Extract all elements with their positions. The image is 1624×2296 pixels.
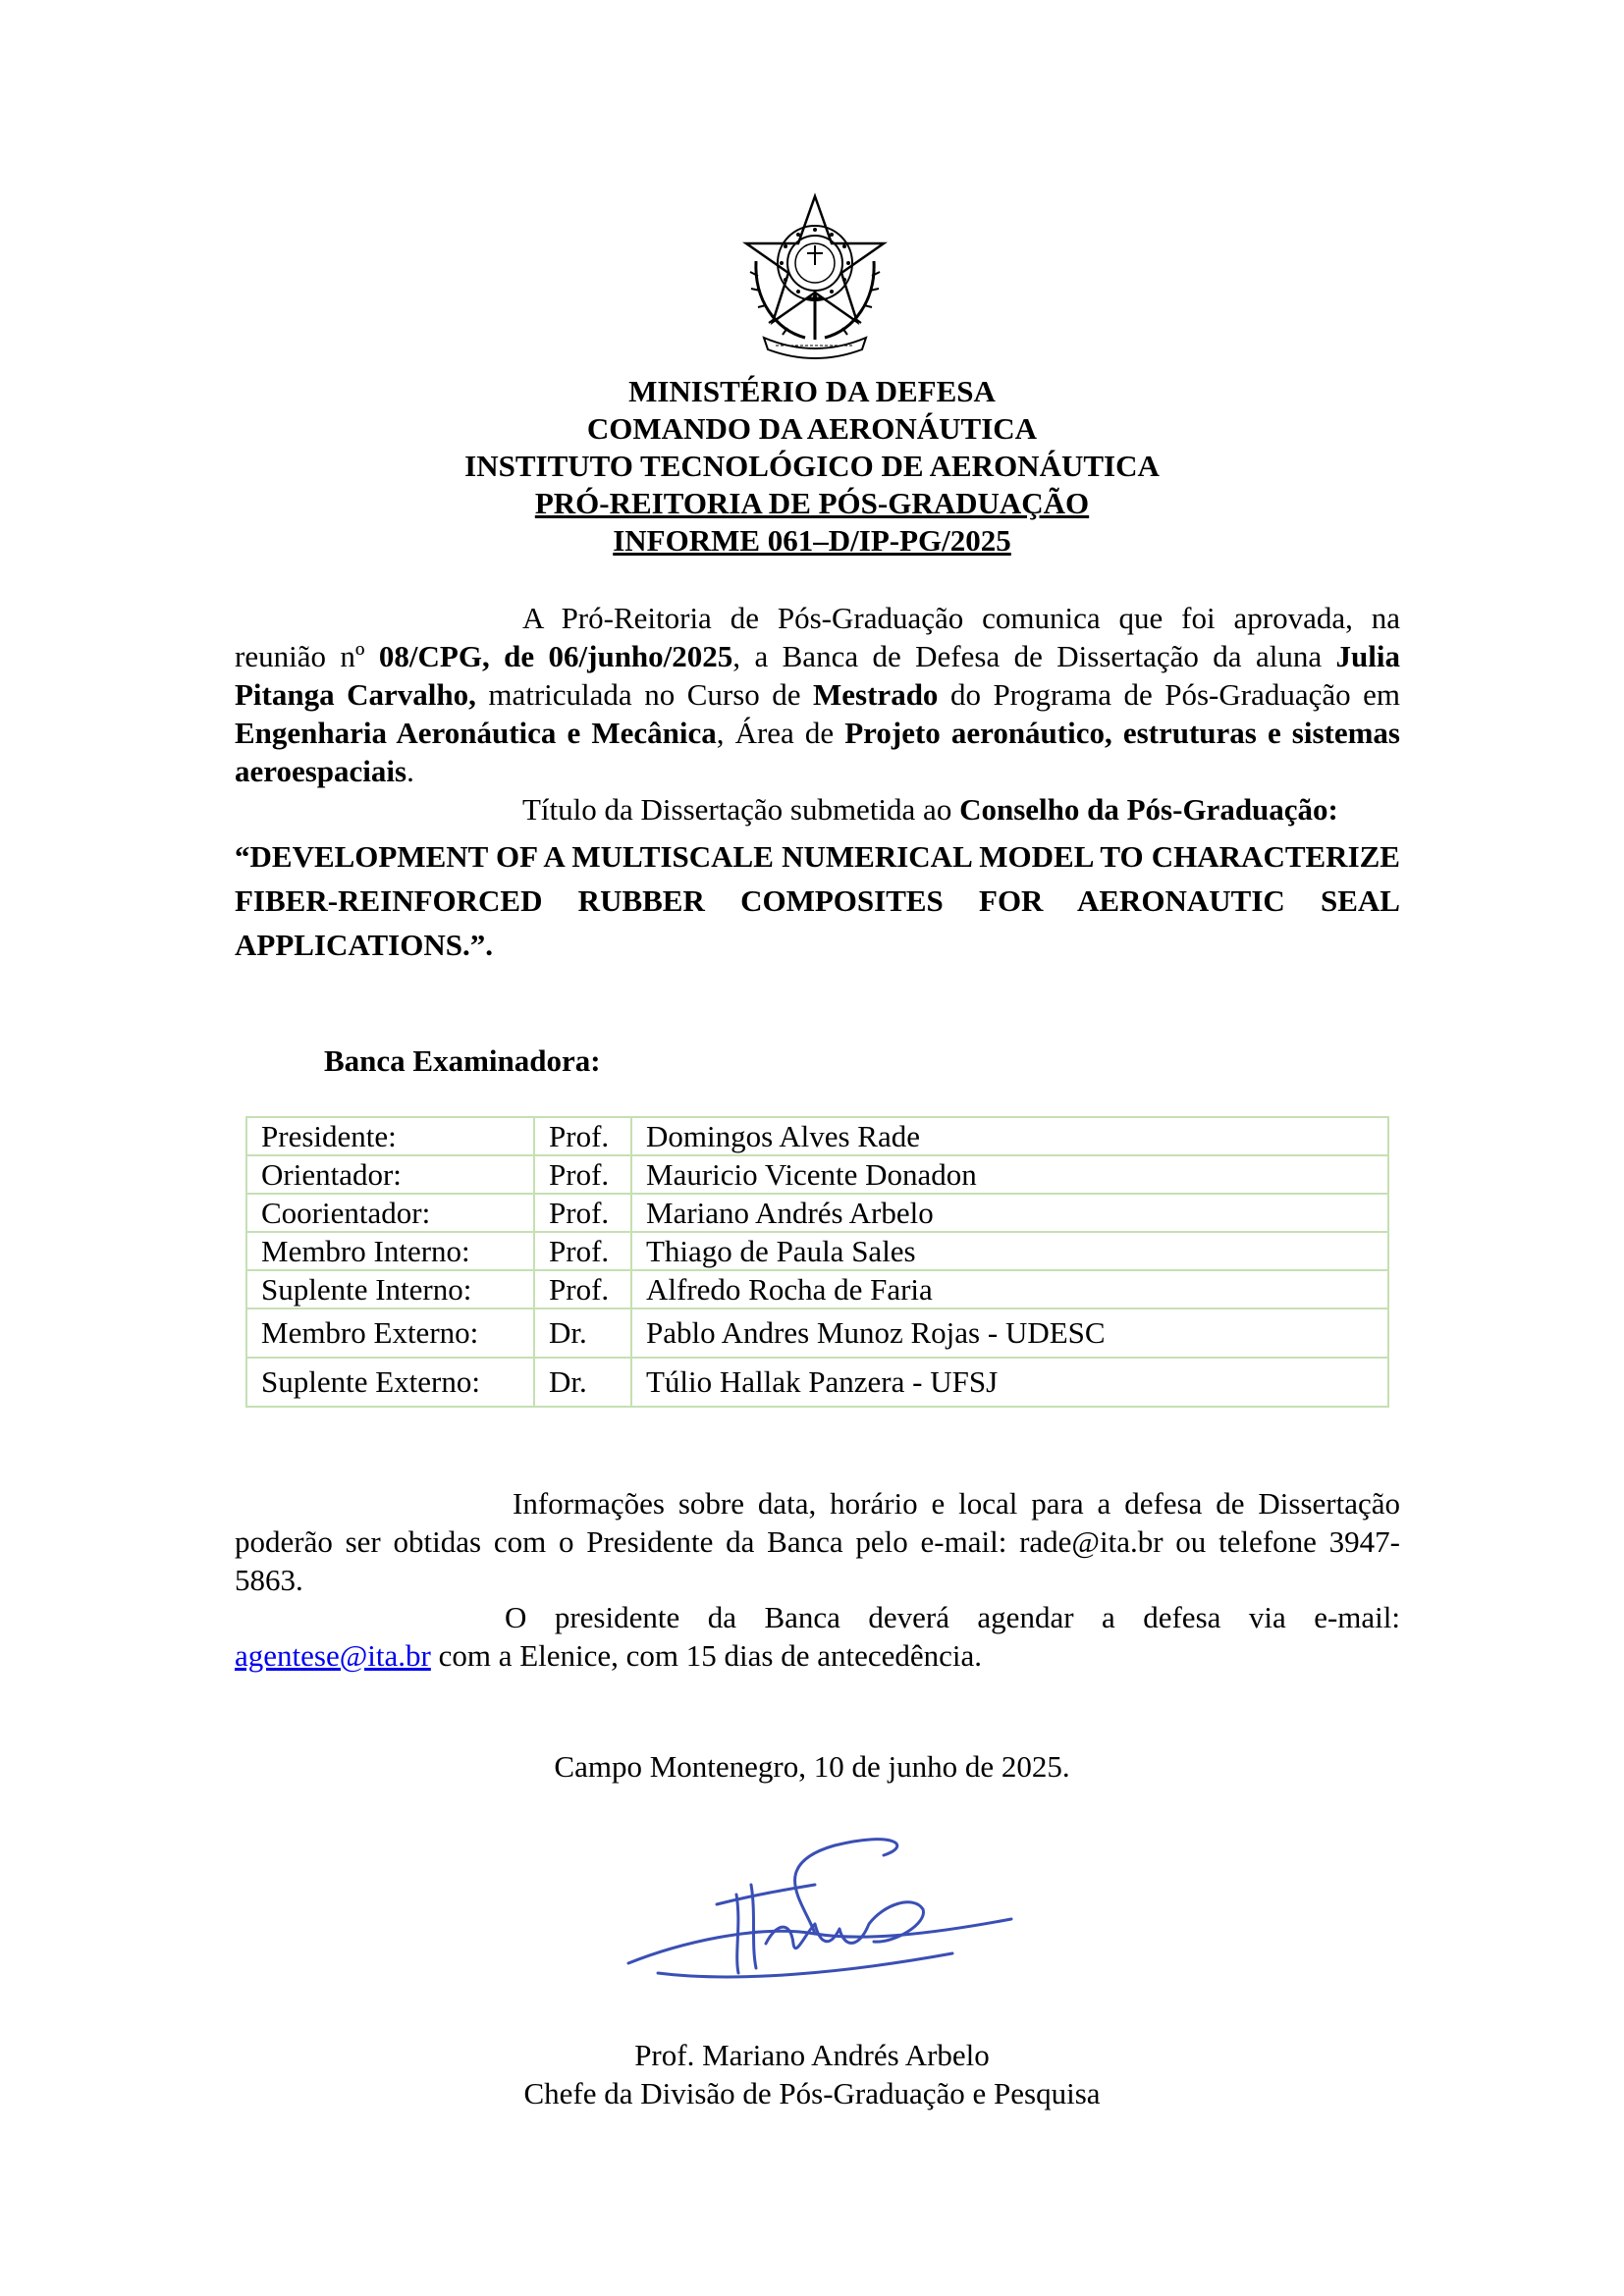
- board-role: Presidente:: [246, 1117, 534, 1155]
- title-intro-text: Título da Dissertação submetida ao: [522, 792, 960, 827]
- title-intro-paragraph: [235, 790, 1400, 828]
- signer-block: [0, 2036, 1624, 2112]
- board-member-name: Mauricio Vicente Donadon: [631, 1155, 1388, 1194]
- board-member-name: Thiago de Paula Sales: [631, 1232, 1388, 1270]
- table-row: [246, 1194, 1388, 1232]
- agentese-email-link[interactable]: agentese@ita.br: [235, 1638, 431, 1673]
- research-area: Projeto aeronáutico, estruturas e sistemas aeroespaciais: [235, 716, 1400, 788]
- board-role: Membro Interno:: [246, 1232, 534, 1270]
- meeting-reference: 08/CPG, de 06/junho/2025: [378, 639, 733, 673]
- signer-name: Prof. Mariano Andrés Arbelo: [634, 2038, 990, 2072]
- board-member-name: Pablo Andres Munoz Rojas - UDESC: [631, 1308, 1388, 1358]
- letterhead: [0, 373, 1624, 560]
- board-role: Suplente Interno:: [246, 1270, 534, 1308]
- header-command: COMANDO DA AERONÁUTICA: [586, 411, 1038, 446]
- defense-info-paragraph: Informações sobre data, horário e local para a defesa de Dissertação poderão ser obtidas com o Presidente da Banca pelo e-mail: rade@ita.br ou telefone 3947-5863.: [235, 1486, 1400, 1597]
- table-row: [246, 1232, 1388, 1270]
- approval-text-3: matriculada no Curso de: [475, 677, 814, 712]
- approval-text-6: .: [406, 754, 414, 788]
- header-institute: INSTITUTO TECNOLÓGICO DE AERONÁUTICA: [464, 449, 1160, 483]
- course-level: Mestrado: [813, 677, 939, 712]
- board-title: Prof.: [534, 1232, 631, 1270]
- board-title: Prof.: [534, 1270, 631, 1308]
- board-title: Prof.: [534, 1117, 631, 1155]
- table-row: [246, 1155, 1388, 1194]
- board-role: Suplente Externo:: [246, 1358, 534, 1407]
- board-title: Dr.: [534, 1308, 631, 1358]
- scheduling-paragraph: [235, 1598, 1400, 1675]
- approval-paragraph: [235, 599, 1400, 790]
- handwritten-signature: [619, 1826, 1021, 1993]
- board-role: Membro Externo:: [246, 1308, 534, 1358]
- examining-board-label: Banca Examinadora:: [324, 1043, 601, 1078]
- board-title: Prof.: [534, 1155, 631, 1194]
- approval-text-5: , Área de: [716, 716, 845, 750]
- table-row: [246, 1308, 1388, 1358]
- scheduling-text-1: O presidente da Banca deverá agendar a defesa via e-mail:: [505, 1600, 1400, 1634]
- board-member-name: Domingos Alves Rade: [631, 1117, 1388, 1155]
- board-member-name: Mariano Andrés Arbelo: [631, 1194, 1388, 1232]
- approval-text-1: A Pró-Reitoria de Pós-Graduação comunica que foi aprovada, na reunião nº: [235, 601, 1400, 673]
- student-name: Julia Pitanga Carvalho,: [235, 639, 1400, 712]
- board-role: Orientador:: [246, 1155, 534, 1194]
- header-pro-reitoria: PRÓ-REITORIA DE PÓS-GRADUAÇÃO: [534, 486, 1090, 520]
- program-name: Engenharia Aeronáutica e Mecânica: [235, 716, 717, 750]
- board-member-name: Túlio Hallak Panzera - UFSJ: [631, 1358, 1388, 1407]
- coat-of-arms-seal: [736, 192, 893, 359]
- board-role: Coorientador:: [246, 1194, 534, 1232]
- signer-position: Chefe da Divisão de Pós-Graduação e Pesquisa: [523, 2076, 1101, 2110]
- board-title: Dr.: [534, 1358, 631, 1407]
- council-name: Conselho da Pós-Graduação:: [959, 792, 1338, 827]
- approval-text-4: do Programa de Pós-Graduação em: [938, 677, 1400, 712]
- approval-text-2: , a Banca de Defesa de Dissertação da aluna: [732, 639, 1336, 673]
- board-member-name: Alfredo Rocha de Faria: [631, 1270, 1388, 1308]
- scheduling-text-2: com a Elenice, com 15 dias de antecedência.: [430, 1638, 983, 1673]
- header-ministry: MINISTÉRIO DA DEFESA: [628, 374, 996, 408]
- dissertation-title: “DEVELOPMENT OF A MULTISCALE NUMERICAL MODEL TO CHARACTERIZE FIBER-REINFORCED RUBBER COMPOSITES FOR AERONAUTIC SEAL APPLICATIONS.”.: [235, 839, 1400, 962]
- place-and-date: Campo Montenegro, 10 de junho de 2025.: [554, 1749, 1070, 1784]
- table-row: [246, 1117, 1388, 1155]
- examining-board-table: [245, 1116, 1389, 1408]
- board-title: Prof.: [534, 1194, 631, 1232]
- table-row: [246, 1358, 1388, 1407]
- table-row: [246, 1270, 1388, 1308]
- header-informe-number: INFORME 061–D/IP-PG/2025: [613, 523, 1011, 558]
